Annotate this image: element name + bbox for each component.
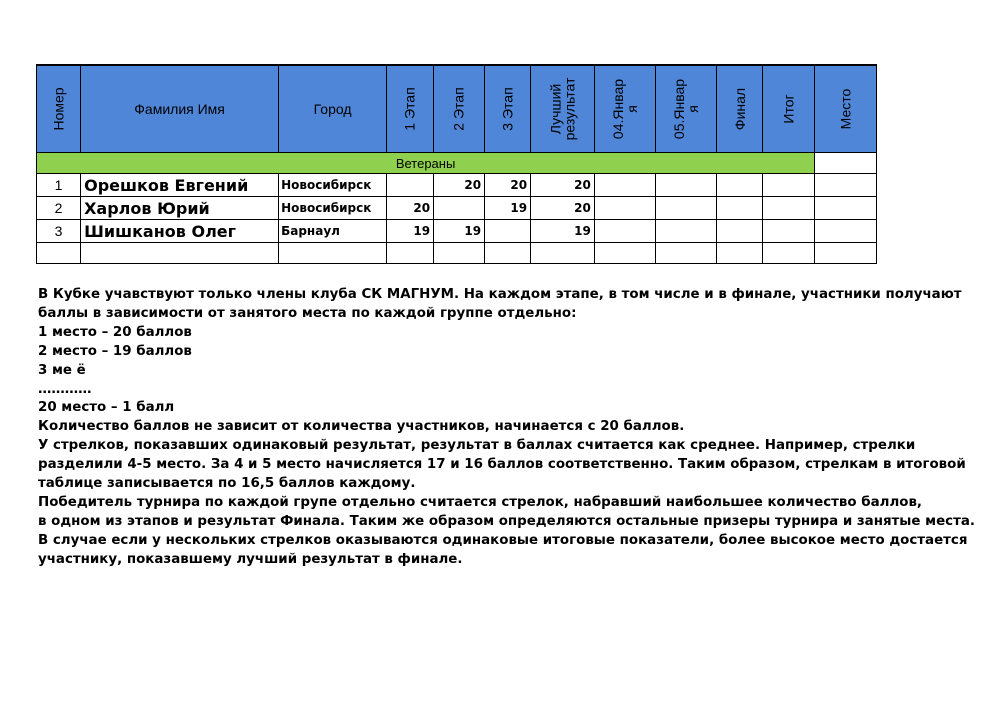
cell-name: Шишканов Олег: [81, 220, 279, 243]
cell-empty: [279, 243, 387, 264]
rules-line: разделили 4-5 место. За 4 и 5 место начисляется 17 и 16 баллов соответственно. Таким образом, стрелкам в итоговой: [38, 457, 966, 473]
cell-empty: [387, 243, 434, 264]
cell-stage2: 19: [434, 220, 485, 243]
cell-name: Харлов Юрий: [81, 197, 279, 220]
cell-place: [815, 220, 877, 243]
rules-line: баллы в зависимости от занятого места по каждой группе отдельно:: [38, 305, 577, 321]
header-city: Город: [279, 65, 387, 153]
rules-text: [38, 286, 976, 570]
rules-line: участнику, показавшему лучший результат в финале.: [38, 551, 463, 567]
group-row: [37, 153, 877, 174]
rules-line: Победитель турнира по каждой групе отдельно считается стрелок, набравший наибольшее количество баллов,: [38, 494, 923, 510]
rules-line: У стрелков, показавших одинаковый результат, результат в баллах считается как среднее. Например, стрелки: [38, 438, 916, 454]
cell-empty: [594, 243, 655, 264]
cell-place: [815, 197, 877, 220]
cell-final: [717, 220, 763, 243]
header-stage1: 1 Этап: [387, 65, 434, 153]
cell-empty: [485, 243, 531, 264]
cell-stage1: [387, 174, 434, 197]
cell-best: 19: [531, 220, 595, 243]
table-row: [37, 174, 877, 197]
cell-empty: [37, 243, 81, 264]
group-blank-cell: [815, 153, 877, 174]
rules-line: Количество баллов не зависит от количества участников, начинается с 20 баллов.: [38, 419, 685, 435]
table-row: [37, 197, 877, 220]
header-place: Место: [815, 65, 877, 153]
cell-stage3: 20: [485, 174, 531, 197]
cell-city: Новосибирск: [279, 174, 387, 197]
header-stage3: 3 Этап: [485, 65, 531, 153]
cell-stage1: 19: [387, 220, 434, 243]
header-name: Фамилия Имя: [81, 65, 279, 153]
rules-line: 2 место – 19 баллов: [38, 343, 192, 359]
cell-stage3: [485, 220, 531, 243]
cell-num: 1: [37, 174, 81, 197]
header-num: Номер: [37, 65, 81, 153]
header-total: Итог: [763, 65, 815, 153]
cell-final: [717, 174, 763, 197]
header-jan4: 04.Январ я: [594, 65, 655, 153]
results-table: [36, 64, 877, 264]
group-label: Ветераны: [37, 153, 815, 174]
cell-empty: [763, 243, 815, 264]
cell-stage2: 20: [434, 174, 485, 197]
cell-empty: [434, 243, 485, 264]
cell-best: 20: [531, 174, 595, 197]
cell-empty: [655, 243, 716, 264]
cell-jan5: [655, 220, 716, 243]
table-row-empty: [37, 243, 877, 264]
rules-line: таблице записывается по 16,5 баллов каждому.: [38, 476, 416, 492]
header-final: Финал: [717, 65, 763, 153]
rules-line: 1 место – 20 баллов: [38, 324, 192, 340]
rules-line: в одном из этапов и результат Финала. Таким же образом определяются остальные призеры турнира и занятые места.: [38, 513, 976, 529]
rules-line: …………: [38, 381, 92, 397]
cell-empty: [531, 243, 595, 264]
cell-total: [763, 197, 815, 220]
rules-line: 3 ме ё: [38, 362, 86, 378]
header-jan5: 05.Январ я: [655, 65, 716, 153]
cell-final: [717, 197, 763, 220]
header-stage2: 2 Этап: [434, 65, 485, 153]
rules-line: В случае если у нескольких стрелков оказываются одинаковые итоговые показатели, более высокое место достается: [38, 532, 968, 548]
cell-num: 3: [37, 220, 81, 243]
table-header-row: [37, 65, 877, 153]
cell-jan4: [594, 197, 655, 220]
table-row: [37, 220, 877, 243]
cell-empty: [815, 243, 877, 264]
cell-jan5: [655, 197, 716, 220]
cell-stage2: [434, 197, 485, 220]
cell-jan5: [655, 174, 716, 197]
rules-line: В Кубке учавствуют только члены клуба СК МАГНУМ. На каждом этапе, в том числе и в финале, участники получают: [38, 287, 962, 302]
cell-num: 2: [37, 197, 81, 220]
cell-place: [815, 174, 877, 197]
cell-empty: [81, 243, 279, 264]
cell-empty: [717, 243, 763, 264]
cell-total: [763, 174, 815, 197]
cell-stage1: 20: [387, 197, 434, 220]
cell-jan4: [594, 174, 655, 197]
cell-stage3: 19: [485, 197, 531, 220]
header-best: Лучший результат: [531, 65, 595, 153]
cell-city: Новосибирск: [279, 197, 387, 220]
rules-line: 20 место – 1 балл: [38, 400, 175, 416]
cell-total: [763, 220, 815, 243]
cell-jan4: [594, 220, 655, 243]
cell-best: 20: [531, 197, 595, 220]
cell-name: Орешков Евгений: [81, 174, 279, 197]
cell-city: Барнаул: [279, 220, 387, 243]
